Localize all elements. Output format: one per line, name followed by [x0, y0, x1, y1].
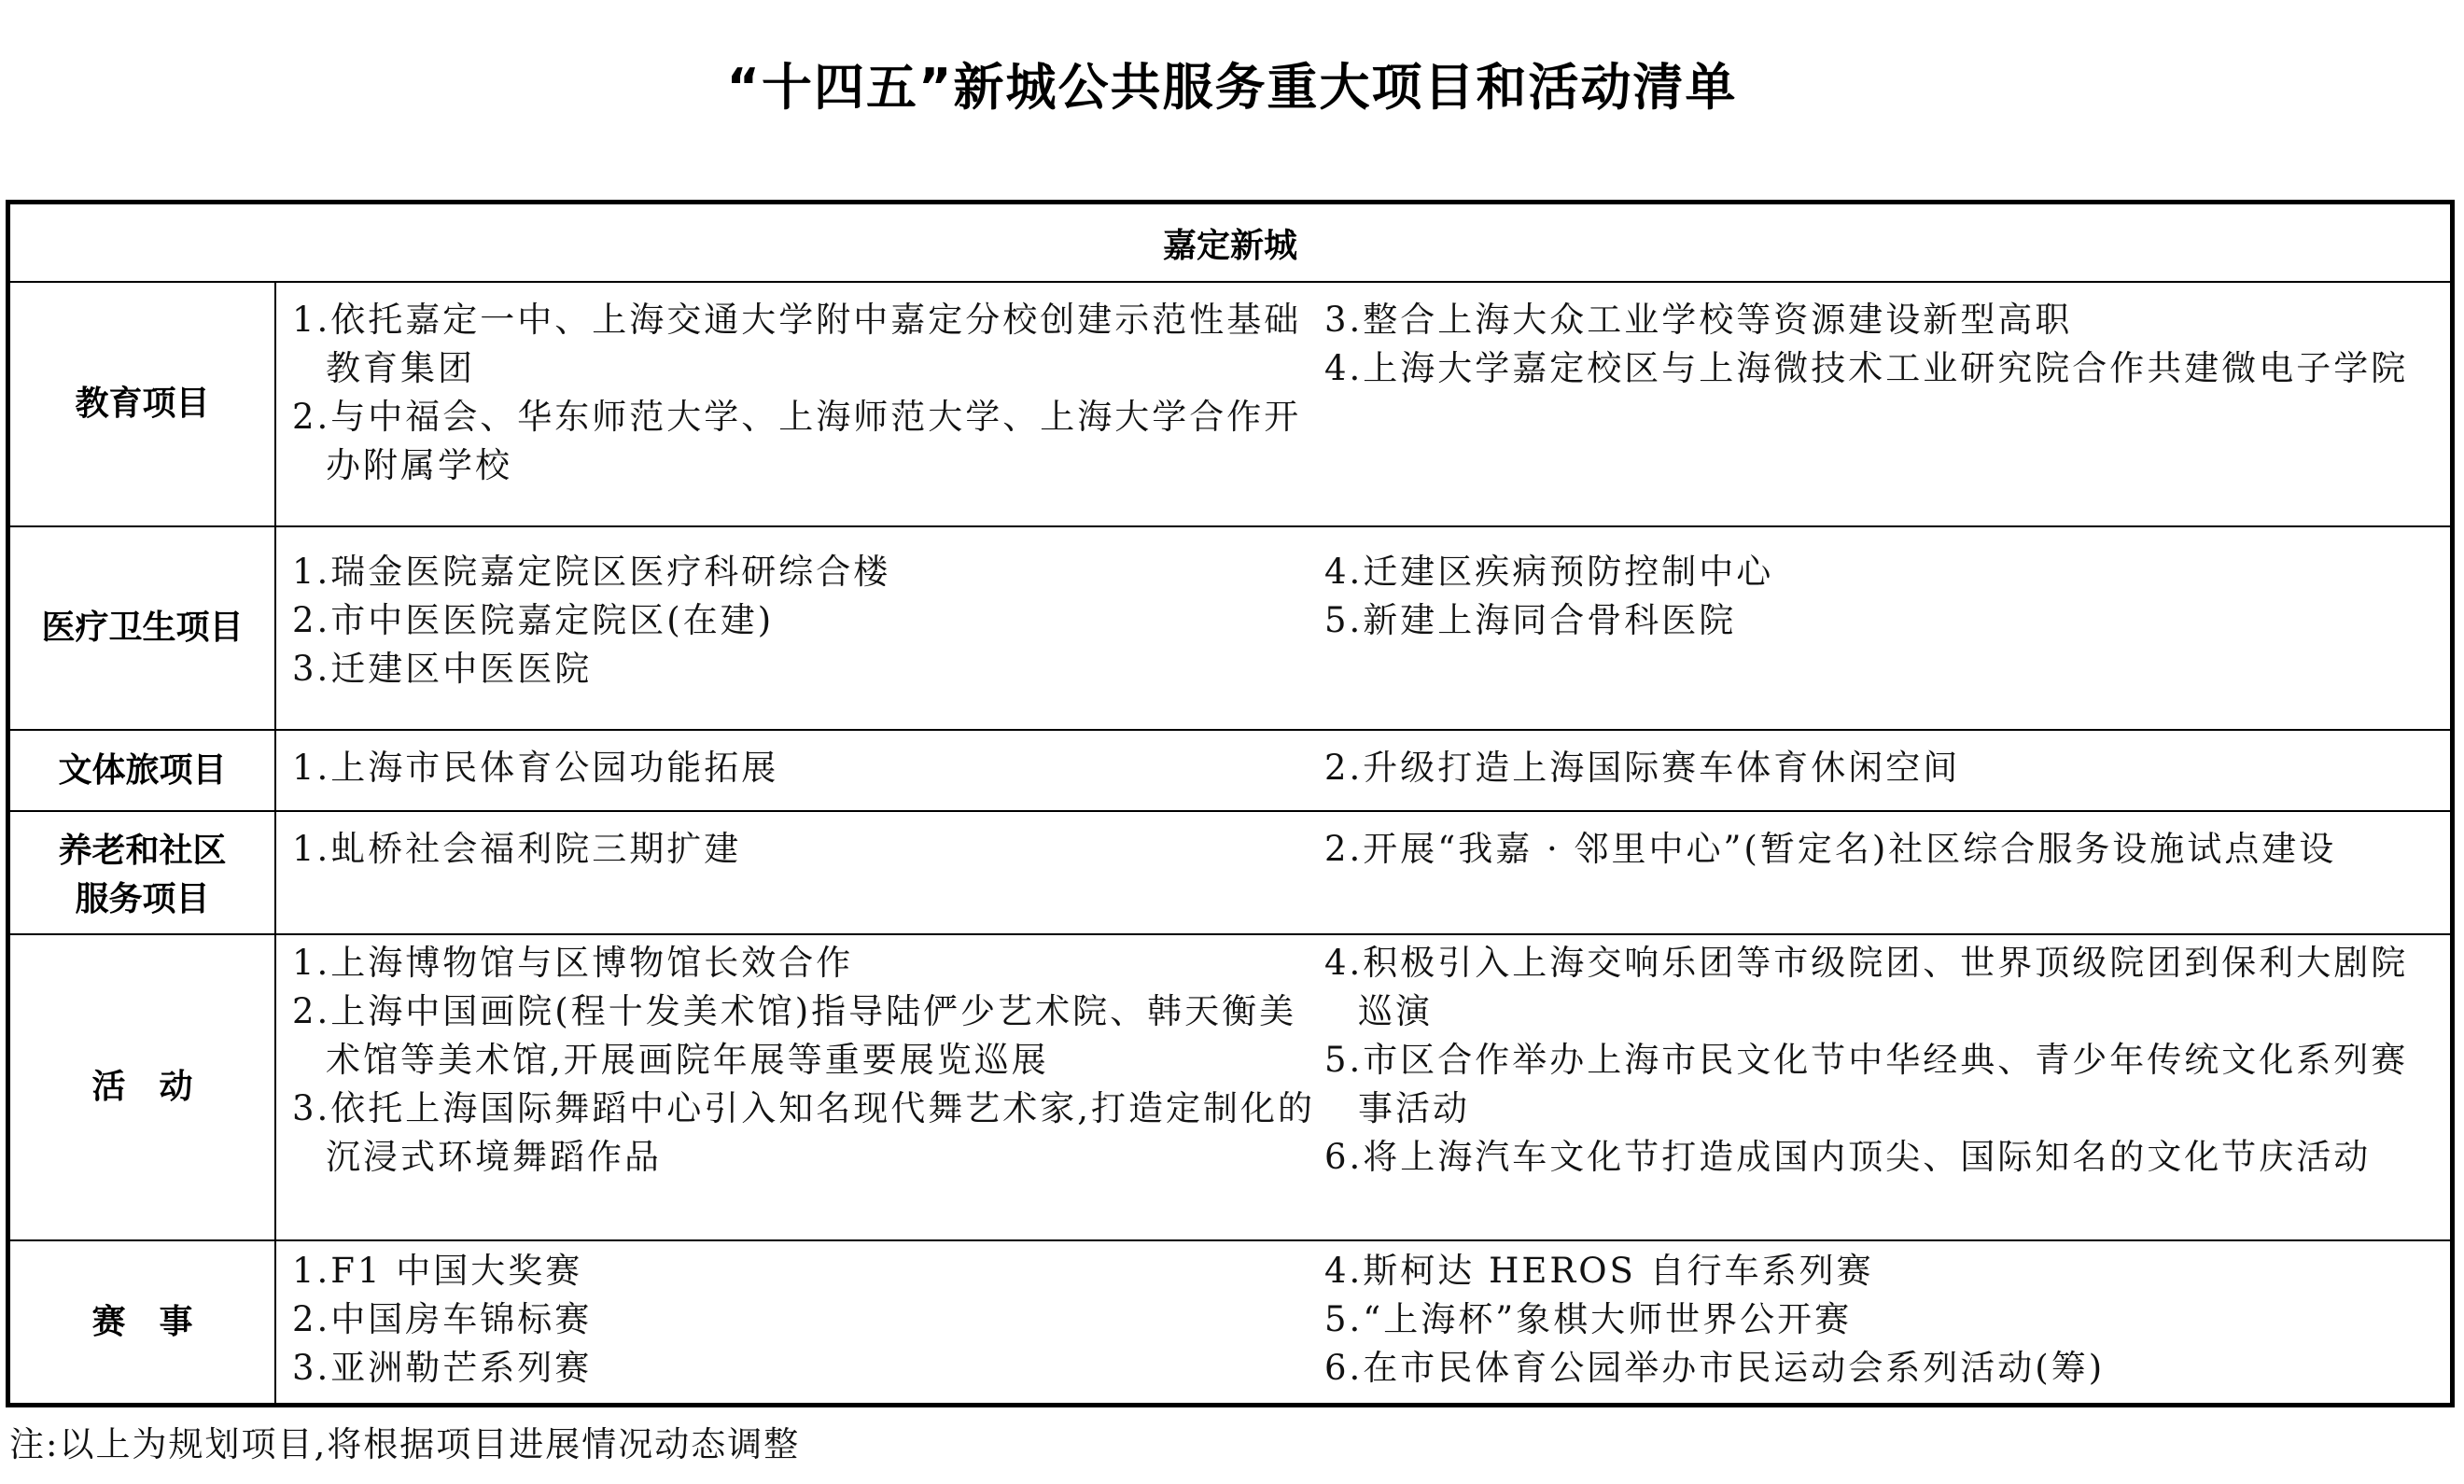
table-row-elderly-community [10, 812, 2450, 935]
row-label: 赛 事 [10, 1241, 276, 1403]
footnote: 注:以上为规划项目,将根据项目进展情况动态调整 [9, 1424, 801, 1464]
right-items [1324, 283, 2444, 525]
table-row-culture-sports-tourism [10, 731, 2450, 812]
row-label: 医疗卫生项目 [10, 527, 276, 729]
list-item: 1.瑞金医院嘉定院区医疗科研综合楼 [292, 552, 891, 592]
table-row-healthcare [10, 527, 2450, 731]
list-item: 2.中国房车锦标赛 [292, 1299, 593, 1339]
list-item: 6.在市民体育公园举办市民运动会系列活动(筹) [1324, 1348, 2106, 1388]
list-item: 6.将上海汽车文化节打造成国内顶尖、国际知名的文化节庆活动 [1324, 1137, 2372, 1177]
list-item: 2.与中福会、华东师范大学、上海师范大学、上海大学合作开办附属学校 [292, 397, 1302, 485]
left-items [292, 935, 1319, 1239]
list-item: 1.上海市民体育公园功能拓展 [292, 748, 779, 788]
list-item: 1.虬桥社会福利院三期扩建 [292, 829, 742, 869]
left-items [292, 1241, 1319, 1403]
row-label: 活 动 [10, 935, 276, 1239]
list-item: 2.升级打造上海国际赛车体育休闲空间 [1324, 748, 1961, 788]
list-item: 2.市中医医院嘉定院区(在建) [292, 600, 775, 640]
list-item: 4.积极引入上海交响乐团等市级院团、世界顶级院团到保利大剧院巡演 [1324, 943, 2409, 1031]
row-label: 教育项目 [10, 283, 276, 525]
project-table [6, 200, 2455, 1407]
list-item: 3.整合上海大众工业学校等资源建设新型高职 [1324, 300, 2073, 340]
list-item: 4.上海大学嘉定校区与上海微技术工业研究院合作共建微电子学院 [1324, 348, 2409, 388]
list-item: 5.新建上海同合骨科医院 [1324, 600, 1737, 640]
list-item: 3.亚洲勒芒系列赛 [292, 1348, 593, 1388]
list-item: 3.依托上海国际舞蹈中心引入知名现代舞艺术家,打造定制化的沉浸式环境舞蹈作品 [292, 1088, 1316, 1177]
list-item: 4.迁建区疾病预防控制中心 [1324, 552, 1774, 592]
table-row-events [10, 1241, 2450, 1403]
right-items [1324, 731, 2444, 810]
table-row-education [10, 283, 2450, 527]
page-title: “十四五”新城公共服务重大项目和活动清单 [726, 58, 1738, 117]
table-row-activities [10, 935, 2450, 1241]
list-item: 1.上海博物馆与区博物馆长效合作 [292, 943, 854, 983]
list-item: 1.依托嘉定一中、上海交通大学附中嘉定分校创建示范性基础教育集团 [292, 300, 1302, 388]
row-label-line: 服务项目 [75, 880, 210, 918]
right-items [1324, 812, 2444, 933]
row-label [10, 812, 276, 933]
list-item: 4.斯柯达 HEROS 自行车系列赛 [1324, 1251, 1874, 1291]
table-header-district: 嘉定新城 [10, 204, 2450, 283]
left-items [292, 812, 1319, 933]
left-items [292, 283, 1319, 525]
list-item: 5.市区合作举办上海市民文化节中华经典、青少年传统文化系列赛事活动 [1324, 1040, 2409, 1128]
list-item: 2.开展“我嘉 · 邻里中心”(暂定名)社区综合服务设施试点建设 [1324, 829, 2337, 869]
left-items [292, 527, 1319, 729]
list-item: 2.上海中国画院(程十发美术馆)指导陆俨少艺术院、韩天衡美术馆等美术馆,开展画院年展等重要展览巡展 [292, 991, 1297, 1080]
row-label-line: 养老和社区 [58, 832, 227, 870]
row-label: 文体旅项目 [10, 731, 276, 810]
right-items [1324, 935, 2444, 1239]
list-item: 1.F1 中国大奖赛 [292, 1251, 583, 1291]
left-items [292, 731, 1319, 810]
right-items [1324, 527, 2444, 729]
list-item: 5.“上海杯”象棋大师世界公开赛 [1324, 1299, 1853, 1339]
list-item: 3.迁建区中医医院 [292, 649, 593, 689]
right-items [1324, 1241, 2444, 1403]
